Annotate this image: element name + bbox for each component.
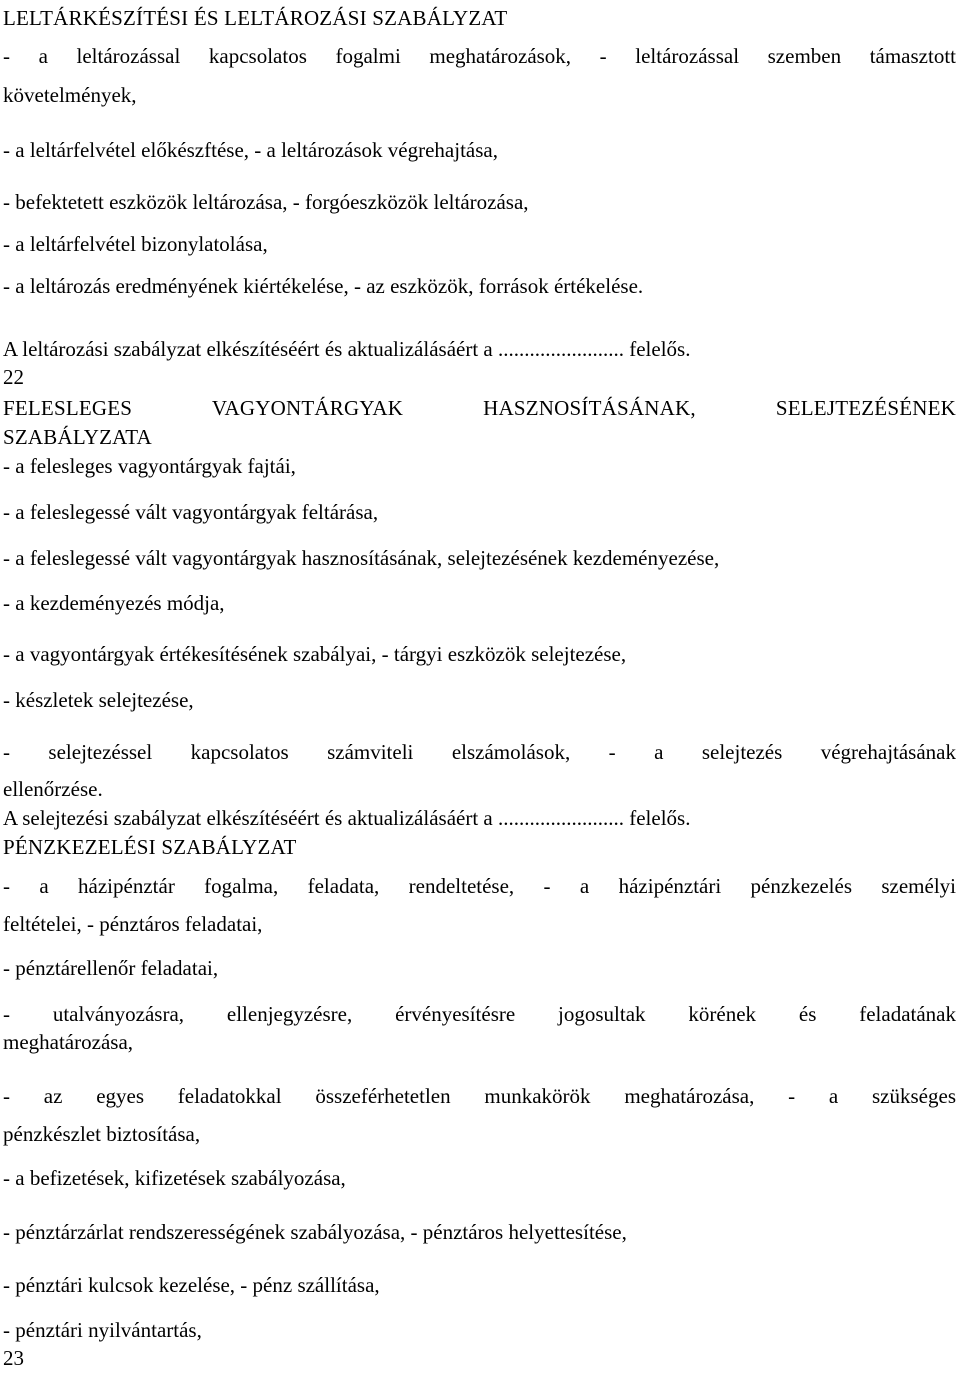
- page-number-22: 22: [3, 365, 24, 389]
- cash-item-6: - pénztárzárlat rendszerességének szabályozása, - pénztáros helyettesítése,: [3, 1220, 627, 1244]
- inventory-item-3: - befektetett eszközök leltározása, - forgóeszközök leltározása,: [3, 190, 529, 214]
- inventory-item-2: - a leltárfelvétel előkészftése, - a leltározások végrehajtása,: [3, 138, 498, 162]
- section-heading-cash: PÉNZKEZELÉSI SZABÁLYZAT: [3, 835, 297, 859]
- cash-item-3: - utalványozásra, ellenjegyzésre, érvényesítésre jogosultak körének és feladatának: [3, 1002, 956, 1026]
- inventory-responsibility: A leltározási szabályzat elkészítéséért és aktualizálásáért a ........................ felelős.: [3, 337, 691, 361]
- disposal-item-6: - készletek selejtezése,: [3, 688, 194, 712]
- inventory-item-4: - a leltárfelvétel bizonylatolása,: [3, 232, 268, 256]
- disposal-item-5: - a vagyontárgyak értékesítésének szabályai, - tárgyi eszközök selejtezése,: [3, 642, 627, 666]
- cash-item-8: - pénztári nyilvántartás,: [3, 1318, 202, 1342]
- disposal-item-7: - selejtezéssel kapcsolatos számviteli elszámolások, - a selejtezés végrehajtásának: [3, 740, 956, 764]
- disposal-item-7-cont: ellenőrzése.: [3, 777, 103, 801]
- cash-item-3-cont: meghatározása,: [3, 1030, 134, 1054]
- inventory-item-5: - a leltározás eredményének kiértékelése, - az eszközök, források értékelése.: [3, 274, 644, 298]
- cash-item-1: - a házipénztár fogalma, feladata, rendeltetése, - a házipénztári pénzkezelés személyi: [3, 874, 956, 898]
- disposal-responsibility: A selejtezési szabályzat elkészítéséért és aktualizálásáért a ........................ felelős.: [3, 806, 691, 830]
- cash-item-1-cont: feltételei, - pénztáros feladatai,: [3, 912, 263, 936]
- cash-item-4-cont: pénzkészlet biztosítása,: [3, 1122, 201, 1146]
- inventory-item-1: - a leltározással kapcsolatos fogalmi meghatározások, - leltározással szemben támasztott: [3, 44, 956, 68]
- section-heading-disposal-cont: SZABÁLYZATA: [3, 425, 152, 449]
- disposal-item-2: - a feleslegessé vált vagyontárgyak feltárása,: [3, 500, 379, 524]
- inventory-item-1-cont: követelmények,: [3, 83, 137, 107]
- disposal-item-3: - a feleslegessé vált vagyontárgyak hasznosításának, selejtezésének kezdeményezése,: [3, 546, 720, 570]
- disposal-item-4: - a kezdeményezés módja,: [3, 591, 225, 615]
- section-heading-disposal: FELESLEGES VAGYONTÁRGYAK HASZNOSÍTÁSÁNAK, SELEJTEZÉSÉNEK: [3, 396, 956, 420]
- page-number-23: 23: [3, 1346, 24, 1370]
- cash-item-2: - pénztárellenőr feladatai,: [3, 956, 219, 980]
- section-heading-inventory: LELTÁRKÉSZÍTÉSI ÉS LELTÁROZÁSI SZABÁLYZAT: [3, 6, 508, 30]
- cash-item-4: - az egyes feladatokkal összeférhetetlen munkakörök meghatározása, - a szükséges: [3, 1084, 956, 1108]
- disposal-item-1: - a felesleges vagyontárgyak fajtái,: [3, 454, 296, 478]
- cash-item-7: - pénztári kulcsok kezelése, - pénz szállítása,: [3, 1273, 380, 1297]
- cash-item-5: - a befizetések, kifizetések szabályozása,: [3, 1166, 346, 1190]
